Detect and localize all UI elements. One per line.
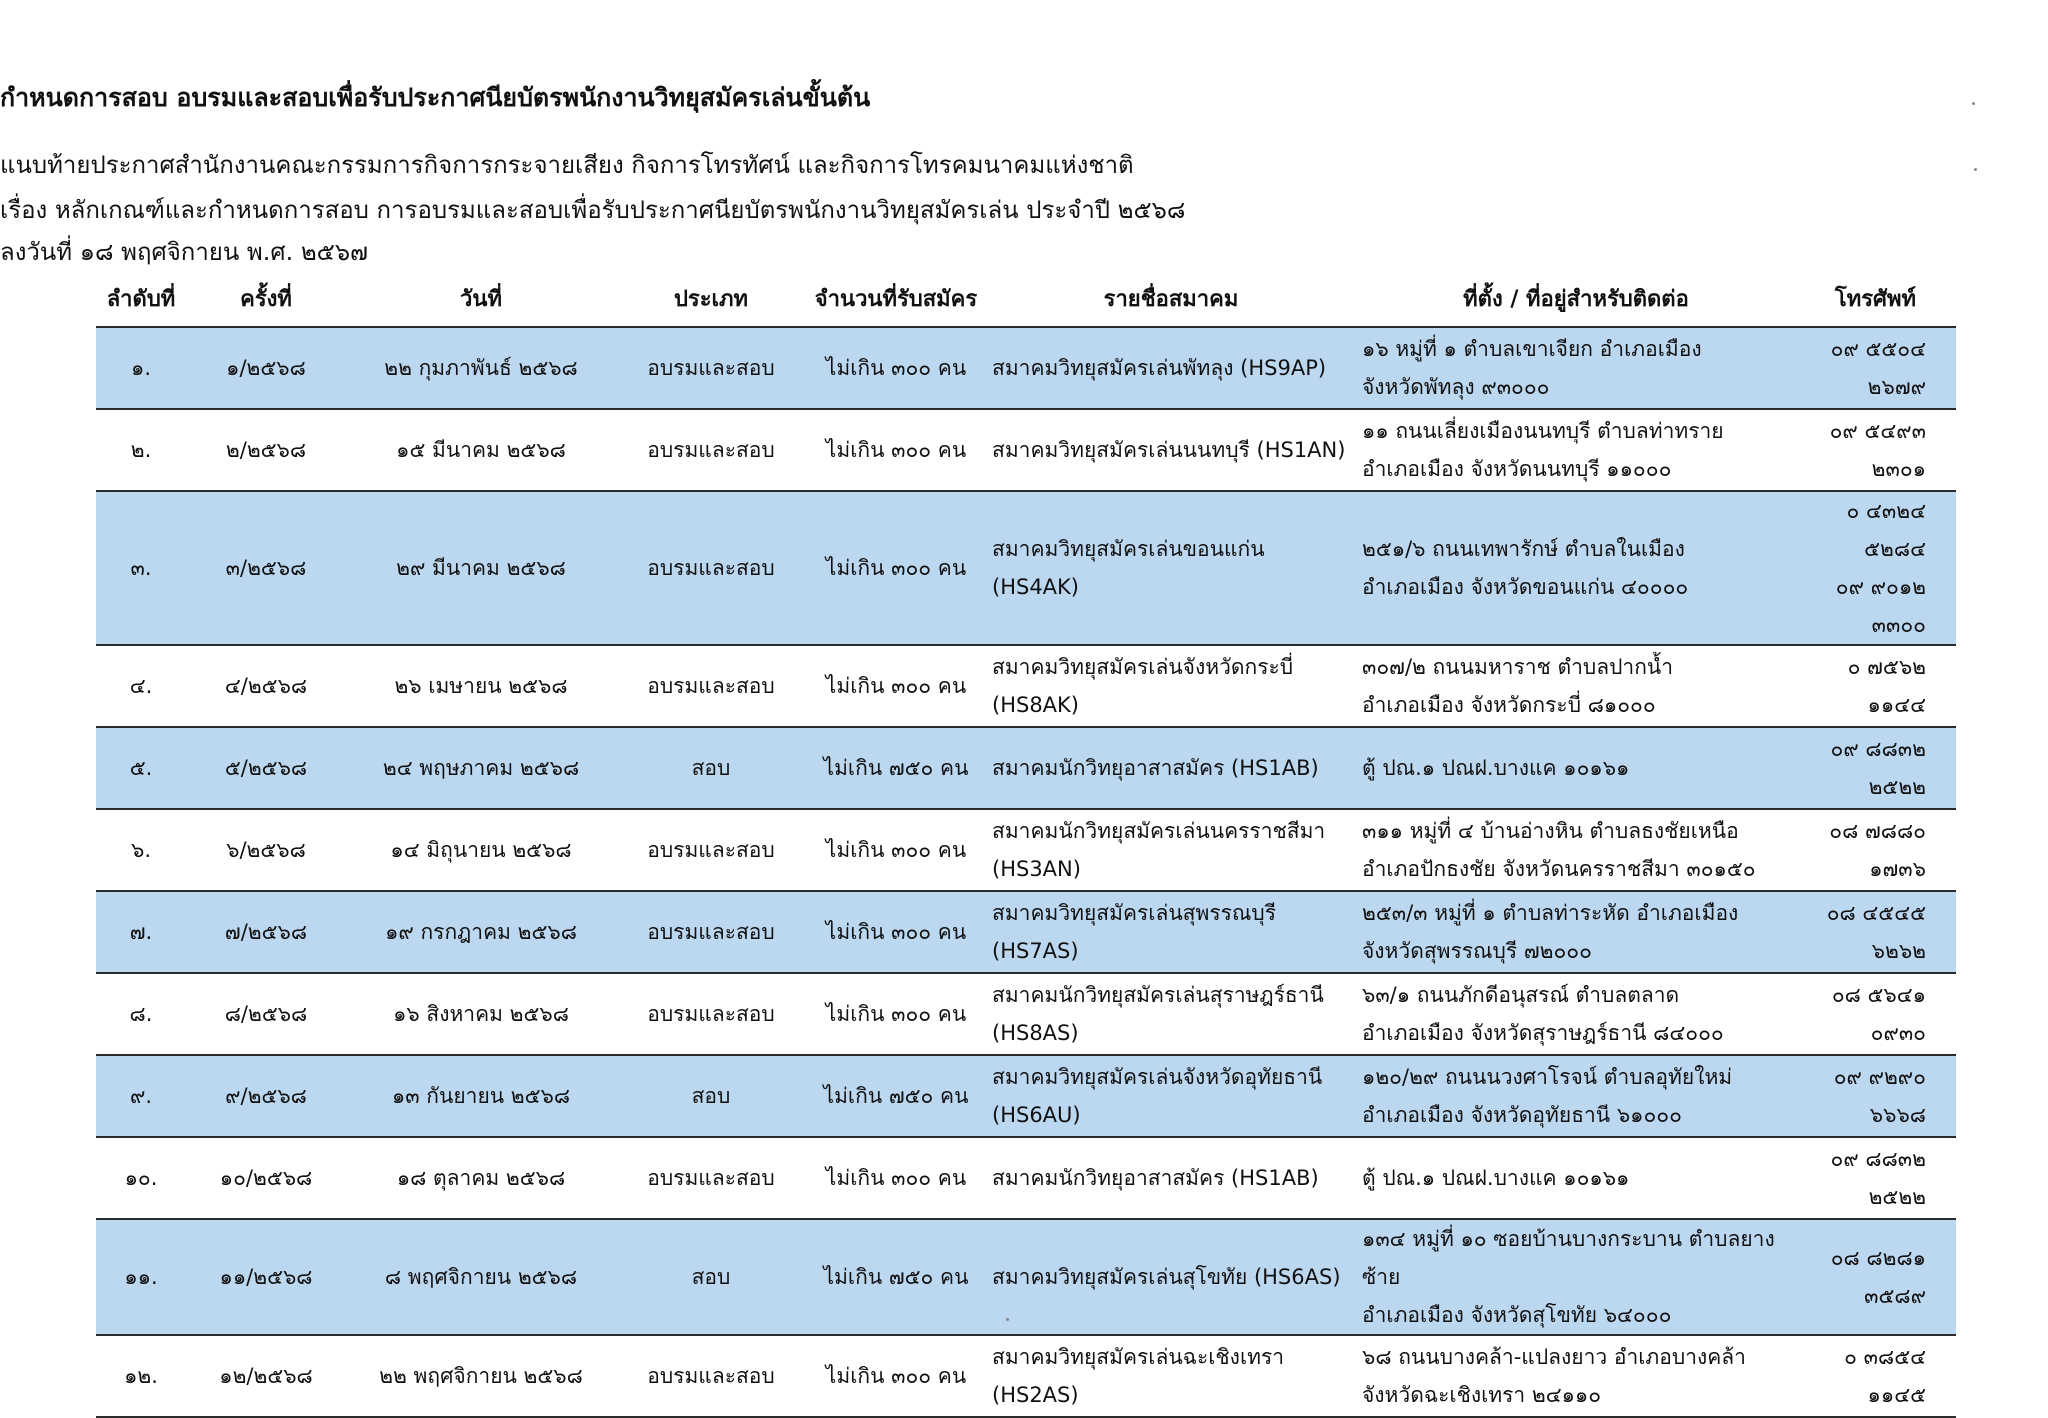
cell-date: ๒๔ พฤษภาคม ๒๕๖๘ [382,756,580,780]
cell-phone-line-1: ๐๙ ๕๔๙๓ ๒๓๐๑ [1829,419,1926,481]
table-row [96,727,1956,809]
table-row [96,327,1956,409]
cell-phone [1796,891,1956,973]
cell-phone-line-2: ๐๙ ๙๐๑๒ ๓๓๐๐ [1835,575,1926,637]
cell-address-line-1: ตู้ ปณ.๑ ปณฝ.บางแค ๑๐๑๖๑ [1362,1166,1630,1190]
cell-address [1356,327,1796,409]
cell-address-line-1: ๑๓๔ หมู่ที่ ๑๐ ซอยบ้านบางกระบาน ตำบลยางซ้าย [1362,1227,1775,1289]
table-row [96,491,1956,645]
cell-address [1356,491,1796,645]
cell-address [1356,1137,1796,1219]
cell-address [1356,645,1796,727]
cell-phone [1796,491,1956,645]
cell-no: ๒. [130,438,152,462]
cell-association-line-2: (HS2AS) [992,1383,1079,1407]
cell-address-line-2: อำเภอเมือง จังหวัดขอนแก่น ๔๐๐๐๐ [1362,575,1689,599]
cell-association [986,491,1356,645]
cell-no: ๔. [129,674,153,698]
col-header-no: ลำดับที่ [106,286,176,312]
cell-capacity: ไม่เกิน ๓๐๐ คน [825,438,967,462]
cell-association-line-2: (HS7AS) [992,939,1079,963]
table-row [96,809,1956,891]
scan-speck [1974,168,1977,171]
cell-address-line-2: อำเภอเมือง จังหวัดกระบี่ ๘๑๐๐๐ [1362,693,1656,717]
cell-date: ๑๔ มิถุนายน ๒๕๖๘ [390,838,572,862]
subtitle-line-3: ลงวันที่ ๑๘ พฤศจิกายน พ.ศ. ๒๕๖๗ [0,238,369,266]
col-header-date: วันที่ [460,286,502,312]
cell-association-line-2: (HS8AK) [992,693,1080,717]
cell-capacity: ไม่เกิน ๗๕๐ คน [823,756,969,780]
cell-phone-line-1: ๐๘ ๗๘๘๐ ๑๗๓๖ [1829,819,1926,881]
cell-address-line-1: ๑๒๐/๒๙ ถนนนวงศาโรจน์ ตำบลอุทัยใหม่ [1362,1065,1733,1089]
schedule-table-wrap [96,270,1956,1418]
cell-association-line-1: สมาคมวิทยุสมัครเล่นฉะเชิงเทรา [992,1345,1285,1369]
cell-association-line-1: สมาคมนักวิทยุอาสาสมัคร (HS1AB) [992,756,1319,780]
cell-type: สอบ [691,1265,731,1289]
cell-round: ๔/๒๕๖๘ [224,674,308,698]
header-row [96,270,1956,327]
cell-address-line-2: อำเภอเมือง จังหวัดอุทัยธานี ๖๑๐๐๐ [1362,1103,1682,1127]
cell-no: ๑๒. [124,1364,158,1388]
cell-round: ๗/๒๕๖๘ [224,920,308,944]
cell-no: ๗. [129,920,153,944]
cell-address-line-2: อำเภอเมือง จังหวัดสุราษฎร์ธานี ๘๔๐๐๐ [1362,1021,1724,1045]
cell-address-line-1: ๒๕๑/๖ ถนนเทพารักษ์ ตำบลในเมือง [1362,537,1685,561]
cell-phone-line-1: ๐๘ ๘๒๘๑ ๓๕๘๙ [1830,1246,1926,1308]
scan-speck [1006,1318,1009,1321]
cell-date: ๘ พฤศจิกายน ๒๕๖๘ [384,1265,578,1289]
cell-capacity: ไม่เกิน ๓๐๐ คน [825,1364,967,1388]
cell-round: ๓/๒๕๖๘ [225,556,307,580]
cell-phone-line-1: ๐๙ ๕๕๐๔ ๒๖๗๙ [1830,337,1926,399]
cell-round: ๑๐/๒๕๖๘ [219,1166,313,1190]
cell-address-line-2: อำเภอเมือง จังหวัดสุโขทัย ๖๔๐๐๐ [1362,1303,1672,1327]
cell-association-line-2: (HS6AU) [992,1103,1081,1127]
col-header-association: รายชื่อสมาคม [1103,286,1239,312]
cell-phone [1796,409,1956,491]
cell-association [986,327,1356,409]
cell-round: ๘/๒๕๖๘ [224,1002,308,1026]
cell-capacity: ไม่เกิน ๓๐๐ คน [825,1166,967,1190]
cell-address-line-1: ๑๖ หมู่ที่ ๑ ตำบลเขาเจียก อำเภอเมือง [1362,337,1702,361]
cell-round: ๖/๒๕๖๘ [226,838,306,862]
cell-type: อบรมและสอบ [647,1002,775,1026]
cell-type: อบรมและสอบ [647,438,775,462]
cell-association-line-1: สมาคมนักวิทยุอาสาสมัคร (HS1AB) [992,1166,1319,1190]
cell-phone [1796,1335,1956,1417]
cell-address-line-1: ๖๓/๑ ถนนภักดีอนุสรณ์ ตำบลตลาด [1362,983,1680,1007]
cell-no: ๙. [129,1084,153,1108]
cell-address [1356,891,1796,973]
cell-date: ๒๖ เมษายน ๒๕๖๘ [394,674,568,698]
cell-date: ๑๓ กันยายน ๒๕๖๘ [391,1084,571,1108]
cell-date: ๒๒ กุมภาพันธ์ ๒๕๖๘ [384,356,578,380]
cell-type: อบรมและสอบ [647,838,775,862]
subtitle-line-1: แนบท้ายประกาศสำนักงานคณะกรรมการกิจการกระจายเสียง กิจการโทรทัศน์ และกิจการโทรคมนาคมแห่งชาติ [0,151,1134,179]
cell-address [1356,1219,1796,1335]
table-body [96,327,1956,1417]
scan-speck [1972,102,1975,105]
cell-date: ๒๒ พฤศจิกายน ๒๕๖๘ [379,1364,583,1388]
cell-no: ๑๐. [124,1166,158,1190]
cell-address-line-1: ๓๑๑ หมู่ที่ ๔ บ้านอ่างหิน ตำบลธงชัยเหนือ [1362,819,1739,843]
cell-no: ๓. [130,556,152,580]
cell-address-line-2: อำเภอเมือง จังหวัดนนทบุรี ๑๑๐๐๐ [1362,457,1672,481]
col-header-phone: โทรศัพท์ [1834,286,1916,312]
cell-association [986,1137,1356,1219]
cell-type: สอบ [691,1084,731,1108]
cell-phone [1796,327,1956,409]
cell-address-line-1: ๒๕๓/๓ หมู่ที่ ๑ ตำบลท่าระหัด อำเภอเมือง [1362,901,1739,925]
cell-capacity: ไม่เกิน ๓๐๐ คน [825,838,967,862]
table-row [96,1137,1956,1219]
schedule-table [96,270,1956,1418]
cell-date: ๑๙ กรกฎาคม ๒๕๖๘ [385,920,577,944]
cell-phone [1796,645,1956,727]
cell-round: ๑/๒๕๖๘ [226,356,306,380]
cell-capacity: ไม่เกิน ๓๐๐ คน [825,674,967,698]
cell-type: อบรมและสอบ [647,356,775,380]
col-header-round: ครั้งที่ [240,286,292,312]
cell-address [1356,809,1796,891]
cell-association-line-1: สมาคมวิทยุสมัครเล่นจังหวัดอุทัยธานี [992,1065,1323,1089]
cell-phone-line-1: ๐๙ ๙๒๙๐ ๖๖๖๘ [1833,1065,1926,1127]
cell-address [1356,409,1796,491]
cell-type: อบรมและสอบ [647,920,775,944]
cell-address [1356,727,1796,809]
col-header-capacity: จำนวนที่รับสมัคร [814,286,978,312]
cell-association [986,891,1356,973]
cell-phone [1796,727,1956,809]
col-header-type: ประเภท [673,286,749,312]
cell-round: ๙/๒๕๖๘ [225,1084,307,1108]
cell-address-line-2: จังหวัดฉะเชิงเทรา ๒๔๑๑๐ [1362,1383,1602,1407]
cell-no: ๖. [130,838,151,862]
cell-type: อบรมและสอบ [647,556,775,580]
cell-capacity: ไม่เกิน ๓๐๐ คน [825,356,967,380]
cell-phone-line-1: ๐๘ ๕๖๔๑ ๐๙๓๐ [1831,983,1926,1045]
cell-phone-line-1: ๐ ๓๘๕๔ ๑๑๔๕ [1844,1345,1926,1407]
cell-association [986,1055,1356,1137]
cell-address-line-1: ๑๑ ถนนเลี่ยงเมืองนนทบุรี ตำบลท่าทราย [1362,419,1724,443]
cell-date: ๑๖ สิงหาคม ๒๕๖๘ [393,1002,569,1026]
cell-address-line-1: ๖๘ ถนนบางคล้า-แปลงยาว อำเภอบางคล้า [1362,1345,1746,1369]
cell-phone-line-1: ๐๙ ๘๘๓๒ ๒๕๒๒ [1830,1147,1926,1209]
cell-association-line-2: (HS8AS) [992,1021,1079,1045]
cell-phone-line-1: ๐๘ ๔๕๔๕ ๖๒๖๒ [1826,901,1926,963]
cell-address [1356,973,1796,1055]
cell-phone-line-1: ๐ ๔๓๒๔ ๕๒๘๔ [1846,499,1926,561]
table-row [96,1219,1956,1335]
cell-date: ๒๙ มีนาคม ๒๕๖๘ [396,556,566,580]
cell-association-line-1: สมาคมวิทยุสมัครเล่นพัทลุง (HS9AP) [992,356,1327,380]
cell-capacity: ไม่เกิน ๓๐๐ คน [825,556,967,580]
cell-no: ๑๑. [124,1265,158,1289]
cell-association-line-1: สมาคมนักวิทยุสมัครเล่นสุราษฎร์ธานี [992,983,1324,1007]
page-title: กำหนดการสอบ อบรมและสอบเพื่อรับประกาศนียบัตรพนักงานวิทยุสมัครเล่นขั้นต้น [0,83,871,112]
subtitle-line-2: เรื่อง หลักเกณฑ์และกำหนดการสอบ การอบรมและสอบเพื่อรับประกาศนียบัตรพนักงานวิทยุสมัครเล่น ประจำปี ๒๕๖๘ [0,196,1186,224]
table-row [96,1055,1956,1137]
cell-association [986,645,1356,727]
cell-round: ๑๒/๒๕๖๘ [219,1364,313,1388]
cell-capacity: ไม่เกิน ๗๕๐ คน [823,1265,969,1289]
cell-capacity: ไม่เกิน ๓๐๐ คน [825,1002,967,1026]
cell-address [1356,1055,1796,1137]
table-row [96,409,1956,491]
table-row [96,645,1956,727]
cell-association [986,409,1356,491]
cell-type: อบรมและสอบ [647,1364,775,1388]
cell-date: ๑๘ ตุลาคม ๒๕๖๘ [396,1166,566,1190]
cell-association-line-1: สมาคมวิทยุสมัครเล่นนนทบุรี (HS1AN) [992,438,1346,462]
cell-association [986,1335,1356,1417]
cell-phone-line-1: ๐๙ ๘๘๓๒ ๒๕๒๒ [1830,737,1926,799]
cell-phone [1796,973,1956,1055]
cell-phone [1796,1137,1956,1219]
cell-address-line-2: จังหวัดพัทลุง ๙๓๐๐๐ [1362,375,1550,399]
cell-association-line-1: สมาคมวิทยุสมัครเล่นสุพรรณบุรี [992,901,1276,925]
cell-address [1356,1335,1796,1417]
cell-round: ๒/๒๕๖๘ [225,438,307,462]
cell-round: ๕/๒๕๖๘ [224,756,308,780]
cell-address-line-2: อำเภอปักธงชัย จังหวัดนครราชสีมา ๓๐๑๕๐ [1362,857,1756,881]
cell-phone [1796,1219,1956,1335]
cell-type: สอบ [691,756,731,780]
cell-association [986,1219,1356,1335]
col-header-address: ที่ตั้ง / ที่อยู่สำหรับติดต่อ [1463,286,1689,312]
cell-phone [1796,1055,1956,1137]
cell-type: อบรมและสอบ [647,1166,775,1190]
cell-association-line-1: สมาคมวิทยุสมัครเล่นขอนแก่น [992,537,1265,561]
cell-capacity: ไม่เกิน ๗๕๐ คน [823,1084,969,1108]
cell-address-line-2: จังหวัดสุพรรณบุรี ๗๒๐๐๐ [1362,939,1592,963]
cell-capacity: ไม่เกิน ๓๐๐ คน [825,920,967,944]
cell-association-line-2: (HS3AN) [992,857,1081,881]
cell-association-line-1: สมาคมวิทยุสมัครเล่นจังหวัดกระบี่ [992,655,1294,679]
cell-address-line-1: ตู้ ปณ.๑ ปณฝ.บางแค ๑๐๑๖๑ [1362,756,1630,780]
cell-association-line-1: สมาคมนักวิทยุสมัครเล่นนครราชสีมา [992,819,1326,843]
cell-association-line-2: (HS4AK) [992,575,1080,599]
cell-association [986,727,1356,809]
cell-association-line-1: สมาคมวิทยุสมัครเล่นสุโขทัย (HS6AS) [992,1265,1341,1289]
cell-association [986,809,1356,891]
table-row [96,973,1956,1055]
cell-phone [1796,809,1956,891]
cell-date: ๑๕ มีนาคม ๒๕๖๘ [396,438,566,462]
cell-association [986,973,1356,1055]
cell-no: ๑. [130,356,151,380]
cell-round: ๑๑/๒๕๖๘ [219,1265,313,1289]
table-row [96,891,1956,973]
cell-type: อบรมและสอบ [647,674,775,698]
cell-address-line-1: ๓๐๗/๒ ถนนมหาราช ตำบลปากน้ำ [1362,655,1674,679]
table-row [96,1335,1956,1417]
cell-phone-line-1: ๐ ๗๕๖๒ ๑๑๔๔ [1847,655,1926,717]
cell-no: ๘. [129,1002,153,1026]
cell-no: ๕. [129,756,153,780]
